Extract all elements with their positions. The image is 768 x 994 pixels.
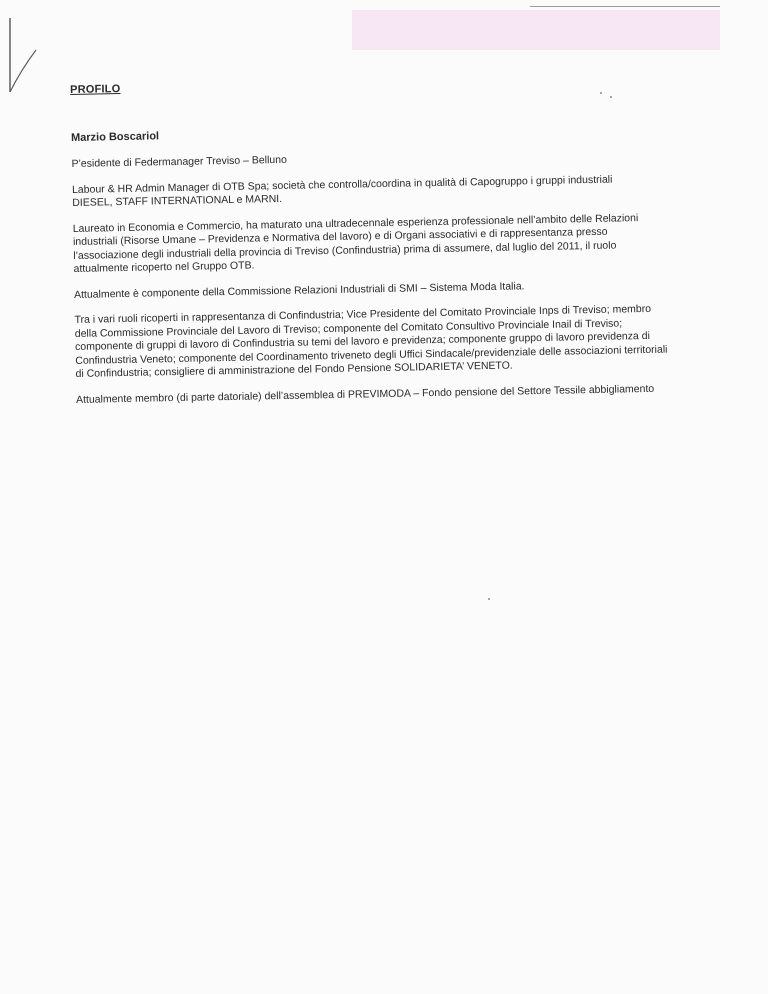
scan-edge-mark (0, 0, 60, 120)
profile-paragraph-job: Labour & HR Admin Manager di OTB Spa; società che controlla/coordina in qualità di Capogruppo i gruppi industriali DIESEL, STAFF INTERNATIONAL e MARNI. (71, 173, 613, 209)
profile-paragraph-education: Laureato in Economia e Commercio, ha maturato una ultradecennale esperienza professionale nell’ambito delle Relazioni industriali (Risorse Umane – Previdenza e Normativa del lavoro) e di Organi associativi e di rappresentanza presso l’associazione degli industriali della provincia di Treviso (Confindustria) prima di assumere, dal luglio del 2011, il ruolo attualmente ricoperto nel Gruppo OTB. (72, 211, 639, 275)
person-name: Marzio Boscariol (70, 130, 160, 144)
profile-paragraph-roles: Tra i vari ruoli ricoperti in rappresentanza di Confindustria; Vice Presidente del Comitato Provinciale Inps di Treviso; membro della Commissione Provinciale del Lavoro di Treviso; componente del Comitato Consultivo Provinciale Inail di Treviso; componente di gruppi di lavoro di Confindustria su temi del lavoro e previdenza; componente gruppo di lavoro previdenza di Confindustria Veneto; componente del Coordinamento triveneto degli Uffici Sindacale/previdenziale delle associazioni territoriali di Confindustria; consigliere di amministrazione del Fondo Pensione SOLIDARIETA’ VENETO. (74, 302, 668, 380)
profile-paragraph-role: P’esidente di Federmanager Treviso – Belluno (71, 153, 287, 170)
profile-paragraph-current: Attualmente è componente della Commissione Relazioni Industriali di SMI – Sistema Moda Italia. (73, 279, 525, 301)
scan-speck (488, 598, 490, 600)
profile-paragraph-previmoda: Attualmente membro (di parte datoriale) dell’assemblea di PREVIMODA – Fondo pensione del Settore Tessile abbigliamento (75, 382, 655, 406)
profile-document (70, 72, 716, 419)
document-heading: PROFILO (70, 83, 121, 96)
scan-top-rule (530, 6, 720, 7)
highlight-stamp (352, 10, 720, 50)
